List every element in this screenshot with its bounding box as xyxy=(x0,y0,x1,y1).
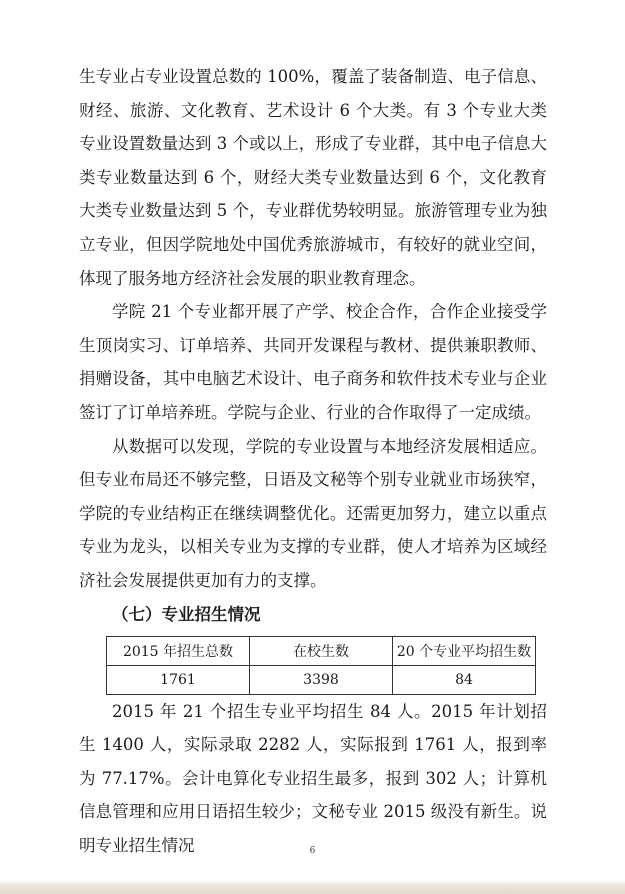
paragraph-analysis: 从数据可以发现，学院的专业设置与本地经济发展相适应。但专业布局还不够完整，日语及文秘等个别专业就业市场狭窄，学院的专业结构正在继续调整优化。还需更加努力，建立以重点专业为龙头，以相关专业为支撑的专业群，使人才培养为区域经济社会发展提供更加有力的支撑。 xyxy=(79,436,547,590)
table-cell: 3398 xyxy=(250,665,393,694)
table-header-cell: 2015 年招生总数 xyxy=(107,636,250,665)
paragraph-major-coverage: 生专业占专业设置总数的 100%，覆盖了装备制造、电子信息、财经、旅游、文化教育、艺术设计 6 个大类。有 3 个专业大类专业设置数量达到 3 个或以上，形成了专业群，其中电子信息大类专业数量达到 6 个，财经大类专业数量达到 6 个，文化教育大类专业数量达到 5 个，专业群优势较明显。旅游管理专业为独立专业，但因学院地处中国优秀旅游城市，有较好的就业空间，体现了服务地方经济社会发展的职业教育理念。 xyxy=(79,67,547,288)
table-header-cell: 20 个专业平均招生数 xyxy=(393,636,536,665)
table-header-cell: 在校生数 xyxy=(250,636,393,665)
table-row xyxy=(107,665,536,694)
paragraph-industry-cooperation: 学院 21 个专业都开展了产学、校企合作，合作企业接受学生顶岗实习、订单培养、共同开发课程与教材、提供兼职教师、捐赠设备，其中电脑艺术设计、电子商务和软件技术专业与企业签订了订单培养班。学院与企业、行业的合作取得了一定成绩。 xyxy=(79,302,547,422)
table-cell: 84 xyxy=(393,665,536,694)
section-heading: （七）专业招生情况 xyxy=(112,604,261,624)
paragraph-enrollment-summary: 2015 年 21 个招生专业平均招生 84 人。2015 年计划招生 1400 人，实际录取 2282 人，实际报到 1761 人，报到率为 77.17%。会计电算化专业招生最多，报到 302 人；计算机信息管理和应用日语招生较少；文秘专业 2015 级没有新生。说明专业招生情况 xyxy=(79,701,547,855)
table-header-row xyxy=(107,636,536,665)
page-number: 6 xyxy=(309,846,316,856)
table-cell: 1761 xyxy=(107,665,250,694)
page-body xyxy=(79,60,547,862)
enrollment-table xyxy=(106,636,536,695)
page-bottom-edge xyxy=(0,880,625,894)
